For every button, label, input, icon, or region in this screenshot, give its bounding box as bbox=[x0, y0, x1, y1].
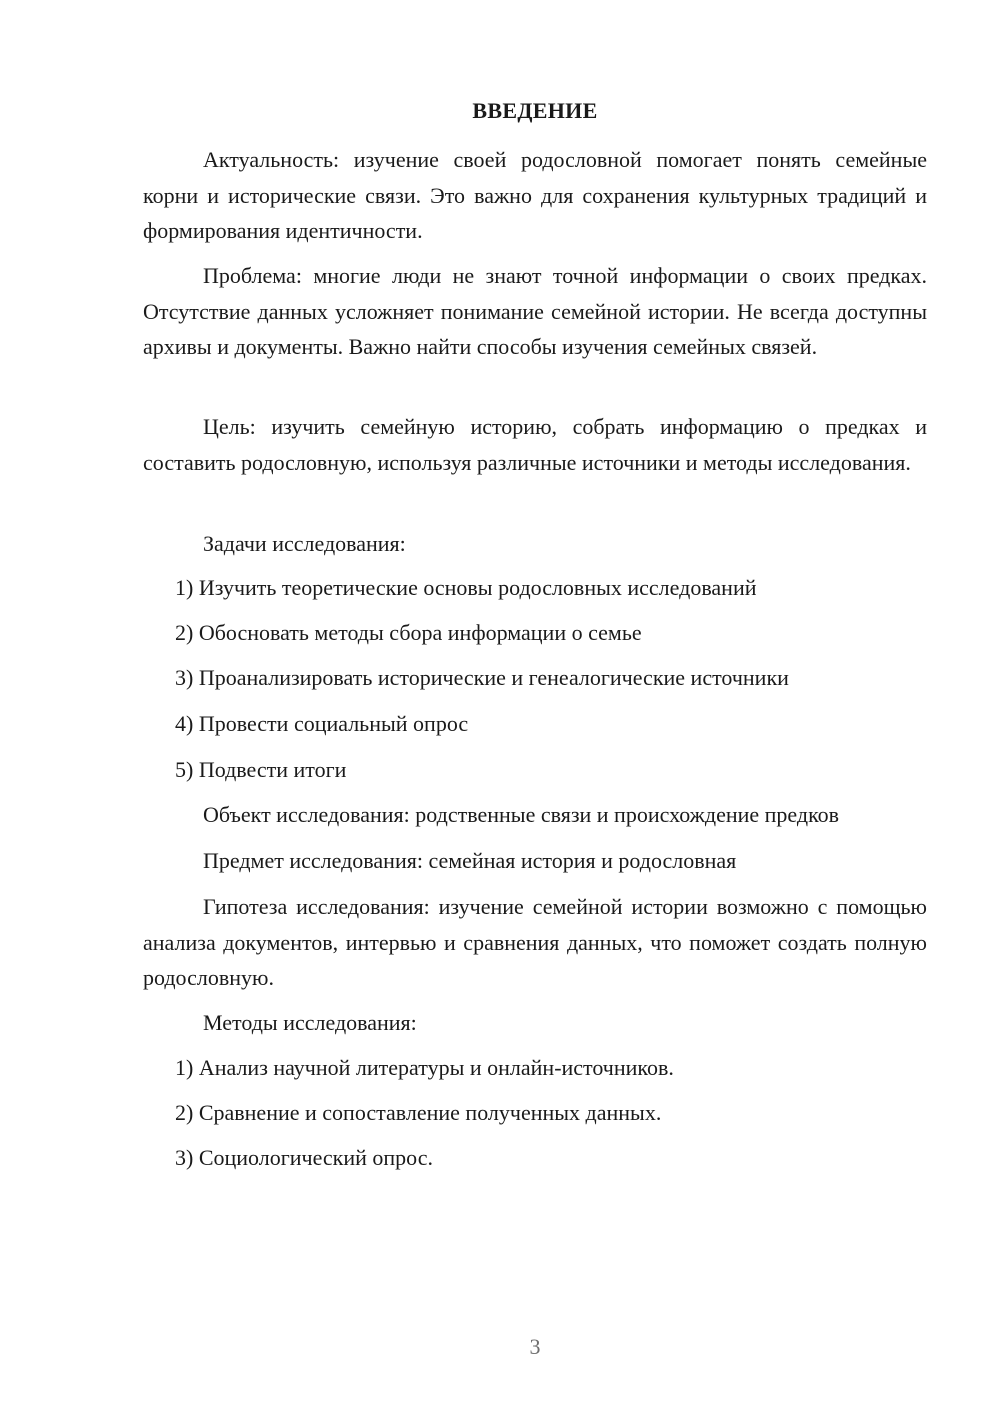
page-number: 3 bbox=[529, 1334, 541, 1359]
method-item: 2) Сравнение и сопоставление полученных данных. bbox=[175, 1100, 662, 1125]
paragraph-hypothesis: Гипотеза исследования: изучение семейной истории возможно с помощью анализа документов, интервью и сравнения данных, что поможет создать полную родословную. bbox=[143, 894, 927, 990]
section-title: ВВЕДЕНИЕ bbox=[472, 98, 598, 123]
paragraph-problem: Проблема: многие люди не знают точной информации о своих предках. Отсутствие данных усложняет понимание семейной истории. Не всегда доступны архивы и документы. Важно найти способы изучения семейных связей. bbox=[143, 263, 927, 359]
method-item: 1) Анализ научной литературы и онлайн-источников. bbox=[175, 1055, 674, 1080]
research-subject: Предмет исследования: семейная история и родословная bbox=[203, 848, 737, 873]
paragraph-goal: Цель: изучить семейную историю, собрать информацию о предках и составить родословную, используя различные источники и методы исследования. bbox=[143, 414, 927, 475]
document-page bbox=[143, 0, 927, 1414]
methods-heading: Методы исследования: bbox=[203, 1010, 417, 1035]
task-item: 3) Проанализировать исторические и генеалогические источники bbox=[175, 665, 789, 690]
method-item: 3) Социологический опрос. bbox=[175, 1145, 433, 1170]
paragraph-relevance: Актуальность: изучение своей родословной помогает понять семейные корни и исторические связи. Это важно для сохранения культурных традиций и формирования идентичности. bbox=[143, 147, 927, 243]
task-item: 4) Провести социальный опрос bbox=[175, 711, 469, 736]
tasks-heading: Задачи исследования: bbox=[203, 531, 406, 556]
task-item: 5) Подвести итоги bbox=[175, 757, 347, 782]
research-object: Объект исследования: родственные связи и происхождение предков bbox=[203, 802, 840, 827]
task-item: 1) Изучить теоретические основы родословных исследований bbox=[175, 575, 757, 600]
task-item: 2) Обосновать методы сбора информации о семье bbox=[175, 620, 642, 645]
